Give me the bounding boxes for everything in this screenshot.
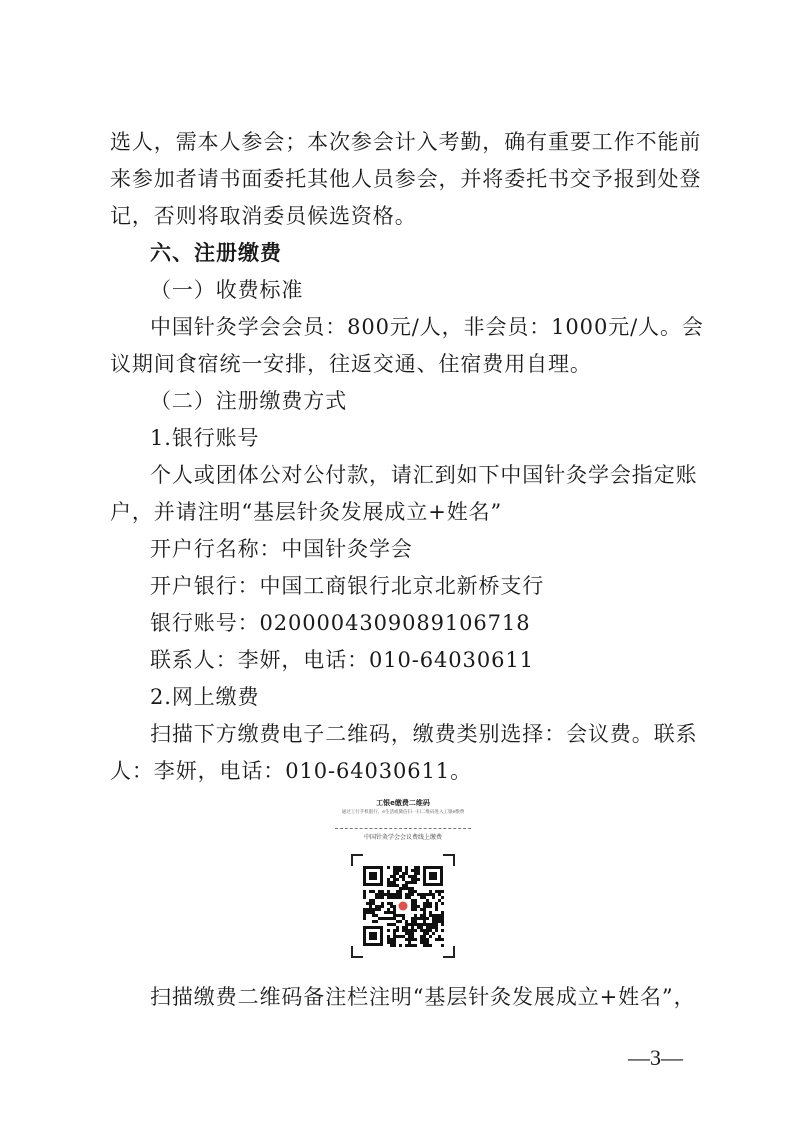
bank-desc-line-1: 个人或团体公对公付款，请汇到如下中国针灸学会指定账 (150, 463, 698, 487)
fee-line-2: 议期间食宿统一安排，往返交通、住宿费用自理。 (110, 352, 592, 376)
body-line-1: 选人，需本人参会；本次参会计入考勤，确有重要工作不能前 (110, 130, 702, 154)
qr-card-name: 中国针灸学会会议费线上缴费 (363, 834, 442, 841)
online-desc-line-1: 扫描下方缴费电子二维码，缴费类别选择：会议费。联系 (150, 722, 698, 746)
qr-code-icon[interactable] (351, 854, 455, 958)
qr-note: 扫描缴费二维码备注栏注明“基层针灸发展成立+姓名”， (150, 985, 696, 1009)
body-line-2: 来参加者请书面委托其他人员参会，并将委托书交予报到处登 (110, 167, 702, 191)
bank-name: 开户银行：中国工商银行北京北新桥支行 (150, 574, 545, 598)
online-title: 2.网上缴费 (150, 685, 260, 709)
bank-desc-line-2: 户，并请注明“基层针灸发展成立+姓名” (110, 500, 503, 524)
section-heading: 六、注册缴费 (150, 241, 282, 265)
page-number: —3— (628, 1045, 683, 1070)
account-number: 银行账号：0200004309089106718 (150, 611, 531, 635)
fee-line-1: 中国针灸学会会员：800元/人，非会员：1000元/人。会 (150, 315, 704, 339)
subsection-fee-standard: （一）收费标准 (150, 278, 304, 302)
subsection-payment-method: （二）注册缴费方式 (150, 389, 348, 413)
qr-card-divider (335, 828, 471, 829)
qr-card-title: 工银e缴费二维码 (376, 799, 430, 807)
qr-payment-card (333, 798, 473, 958)
qr-card-subtitle: 通过工行手机银行、e生活或微信扫一扫二维码进入工银e缴费 (341, 810, 465, 815)
bank-title: 1.银行账号 (150, 426, 260, 450)
account-name: 开户行名称：中国针灸学会 (150, 537, 413, 561)
bank-contact: 联系人：李妍，电话：010-64030611 (150, 648, 534, 672)
online-desc-line-2: 人：李妍，电话：010-64030611。 (110, 759, 472, 783)
body-line-3: 记，否则将取消委员候选资格。 (110, 204, 417, 228)
